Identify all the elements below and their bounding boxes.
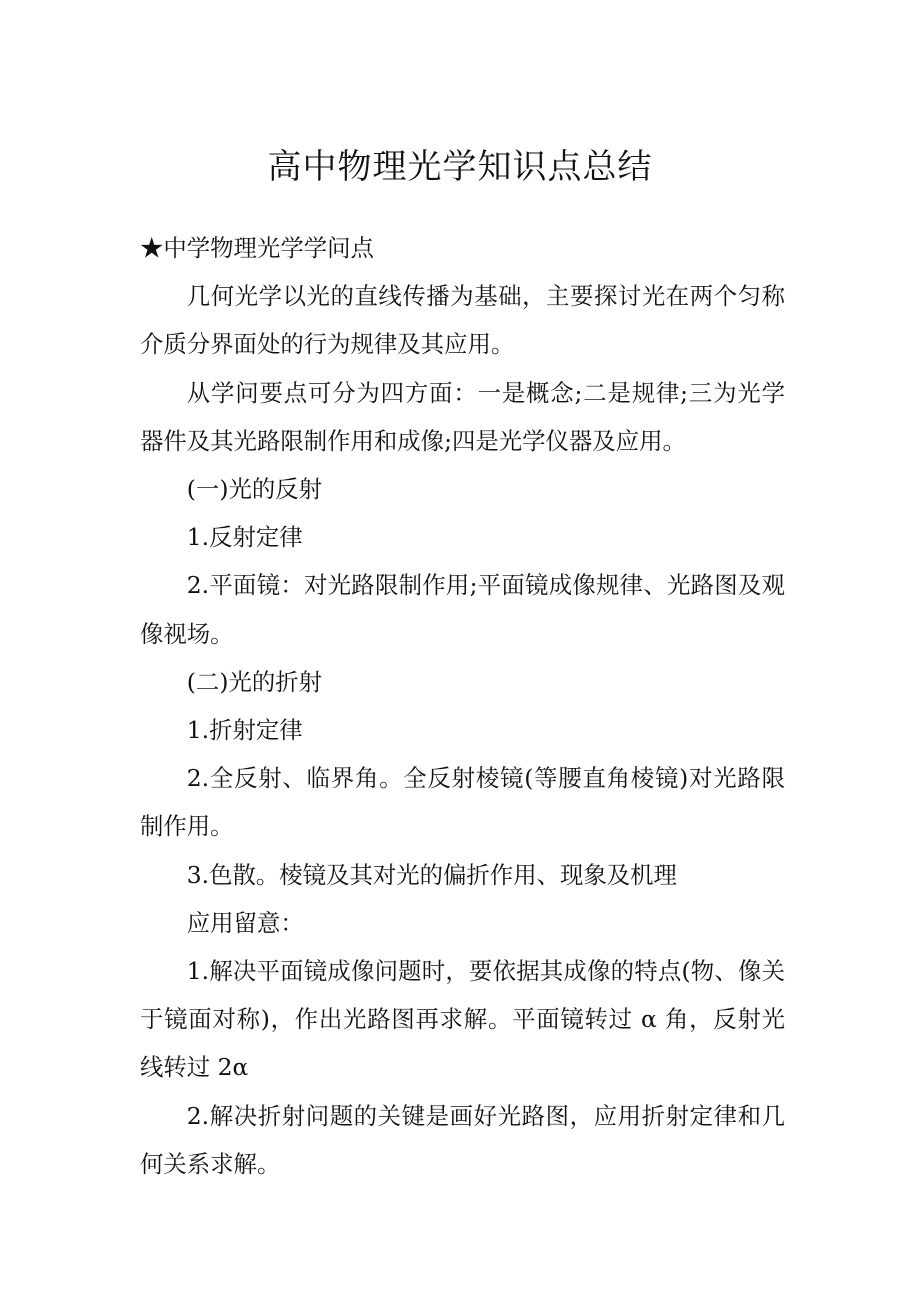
document-body	[140, 224, 785, 1188]
paragraph: 几何光学以光的直线传播为基础，主要探讨光在两个匀称介质分界面处的行为规律及其应用。	[140, 282, 785, 359]
list-item: 2.平面镜：对光路限制作用;平面镜成像规律、光路图及观像视场。	[140, 571, 785, 648]
list-item: 1.反射定律	[186, 523, 303, 552]
list-item: 1.解决平面镜成像问题时，要依据其成像的特点(物、像关于镜面对称)，作出光路图再求解。平面镜转过 α 角，反射光线转过 2α	[140, 957, 785, 1082]
section-heading: ★中学物理光学学问点	[140, 234, 374, 262]
notes-heading: 应用留意：	[186, 908, 304, 937]
subsection-heading: (一)光的反射	[186, 475, 323, 504]
list-item: 1.折射定律	[186, 716, 303, 745]
subsection-heading: (二)光的折射	[186, 667, 323, 696]
list-item: 3.色散。棱镜及其对光的偏折作用、现象及机理	[186, 860, 677, 889]
list-item: 2.解决折射问题的关键是画好光路图，应用折射定律和几何关系求解。	[140, 1101, 785, 1178]
list-item: 2.全反射、临界角。全反射棱镜(等腰直角棱镜)对光路限制作用。	[140, 764, 785, 841]
paragraph: 从学问要点可分为四方面：一是概念;二是规律;三为光学器件及其光路限制作用和成像;四是光学仪器及应用。	[140, 378, 785, 455]
document-title: 高中物理光学知识点总结	[267, 147, 653, 187]
